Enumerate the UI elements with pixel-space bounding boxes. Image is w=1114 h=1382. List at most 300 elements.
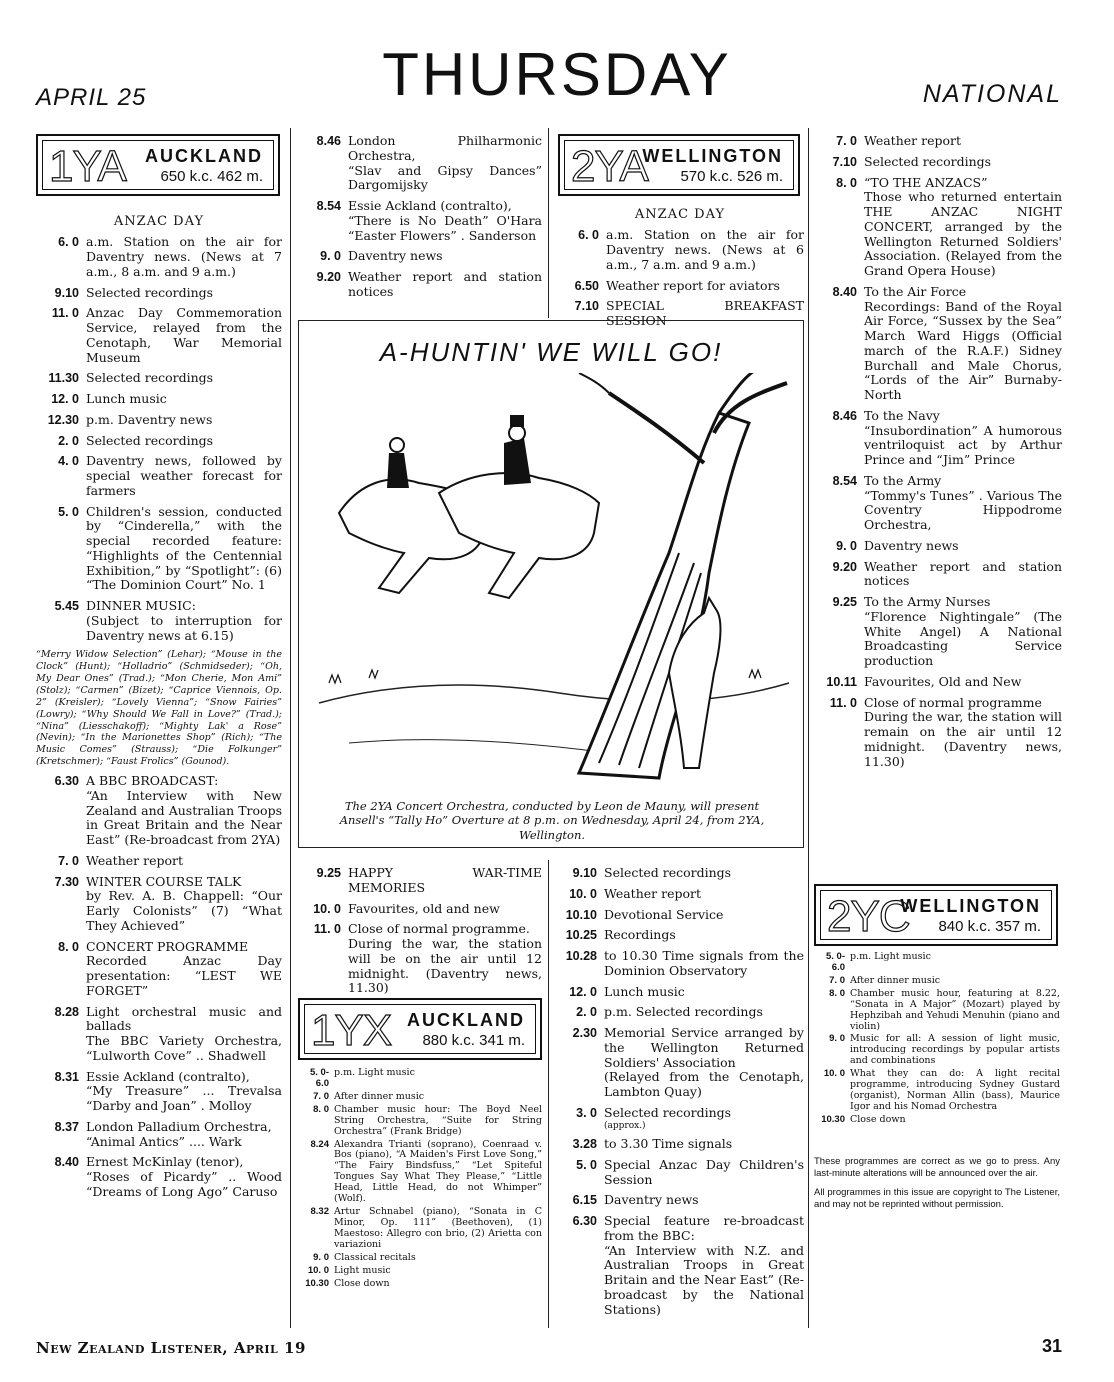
programme-title: To the Navy [864,407,940,423]
programme-entry [298,1092,542,1103]
programme-time: 7.30 [54,874,79,889]
programme-entry [36,371,282,386]
programme-time: 11. 0 [51,306,79,321]
programme-entry [814,675,1062,690]
station-frequency: 650 k.c. 462 m. [160,168,263,185]
illustration-panel [298,320,804,848]
programme-time: 5. 0-6.0 [825,951,845,973]
section-label: NATIONAL [922,80,1062,108]
programme-detail [348,270,542,300]
programme-subtitle: Recordings: Band of the Royal Air Force, “Sussex by the Sea” March Ward Higgs (Official march of the R.A.F.) Sidney Burchall and Male Chorus, “Lords of the Air” Burnaby-North [864,298,1062,402]
programme-detail [334,1105,542,1138]
station-call: 1YX [311,1006,392,1055]
programme-title: To the Army Nurses [864,594,991,609]
programme-detail [864,595,1062,669]
programme-detail [86,1120,282,1150]
column-2ya-day [554,866,804,1323]
programme-title: p.m. Light music [334,1067,415,1078]
programme-detail [86,875,282,934]
programme-title: to 10.30 Time signals from the Dominion Observatory [604,948,804,978]
programme-entry [814,285,1062,403]
programme-time: 11. 0 [829,695,857,710]
programme-title: a.m. Station on the air for Daventry news. (News at 7 a.m., 8 a.m. and 9 a.m.) [86,234,282,279]
programme-entry [554,1214,804,1317]
programme-time: 10.30 [305,1277,329,1289]
programme-list [298,1068,542,1290]
programme-entry [554,928,804,943]
programme-title: Ernest McKinlay (tenor), [86,1154,244,1170]
programme-entry [814,976,1060,987]
programme-entry [36,505,282,594]
programme-subtitle: The BBC Variety Orchestra, “Lulworth Cove” .. Shadwell [86,1033,282,1063]
programme-time: 10.30 [821,1113,845,1125]
programme-detail [864,474,1062,533]
programme-title: Essie Ackland (contralto), [348,198,512,213]
programme-entry [814,134,1062,149]
programme-entry [298,1279,542,1290]
programme-detail [864,696,1062,770]
fox-hunt-drawing [309,373,793,793]
programme-entry [36,306,282,365]
programme-title: Daventry news [864,537,959,553]
programme-title: Selected recordings [86,370,214,386]
programme-time: 9. 0 [836,538,857,553]
programme-entry [554,1106,804,1131]
programme-title: “TO THE ANZACS” [864,174,988,190]
programme-detail [86,1005,282,1064]
programme-title: Lunch music [604,983,685,999]
programme-title: Devotional Service [604,906,724,922]
programme-time: 5. 0 [58,504,79,519]
station-frequency: 880 k.c. 341 m. [422,1032,525,1049]
programme-entry [298,1266,542,1277]
programme-title: Daventry news [604,1192,699,1208]
programme-time: 9.25 [316,866,341,880]
programme-time: 8. 0 [313,1103,329,1115]
programme-time: 11. 0 [313,922,341,937]
programme-time: 10.10 [565,907,597,922]
programme-entry [298,270,542,300]
programme-title: Close of normal programme [864,694,1042,710]
programme-time: 8.24 [310,1138,329,1150]
programme-subtitle: (Relayed from the Cenotaph, Lambton Quay) [604,1069,804,1099]
programme-title: Favourites, Old and New [864,673,1022,689]
programme-entry [814,989,1060,1033]
programme-subtitle: Recorded Anzac Day presentation: “LEST WE FORGET” [86,953,282,998]
programme-title: p.m. Daventry news [86,411,213,427]
programme-title: Anzac Day Commemoration Service, relayed from the Cenotaph, War Memorial Museum [86,305,282,365]
programme-detail [86,599,282,643]
programme-detail [86,854,282,869]
programme-title: Classical recitals [334,1251,416,1263]
programme-entry [814,176,1062,279]
programme-detail [864,560,1062,590]
programme-detail [864,155,1062,170]
page-number: 31 [1041,1336,1062,1356]
programme-title: After dinner music [334,1090,425,1102]
programme-subtitle: “Slav and Gipsy Dances” Dargomijsky [348,162,542,193]
column-2ya-evening [814,134,1062,775]
programme-time: 9. 0 [313,1251,329,1263]
programme-title: Selected recordings [86,284,214,300]
programme-time: 9.25 [832,595,857,609]
station-city: AUCKLAND [407,1010,525,1030]
programme-title: Weather report [604,885,701,901]
programme-entry [36,854,282,869]
station-city: AUCKLAND [145,146,263,166]
programme-entry [36,434,282,449]
dinner-music-list: “Merry Widow Selection” (Lehar); “Mouse in the Clock” (Hunt); “Holladrio” (Schmidseder); “Oh, My Dear Ones” (Trad.); “Mon Cherie, Mon Ami” (Stolz); “Carmen” (Bizet); “Caprice Viennois, Op. 2” (Kreisler); “Lovely Vienna”; “Snow Fairies” (Lowry); “Why Should We Fall in Love?” (Trad.); “Nina” (Liesschakoff); “Mighty Lak' a Rose” (Nevin); “In the Marionettes Shop” (Rich); “The Music Comes” (Strauss); “Die Folkunger” (Kretschmer); “Faust Frolics” (Gounod). [36,649,282,768]
programme-list [556,228,804,329]
programme-time: 10. 0 [313,901,341,916]
programme-entry [36,940,282,999]
programme-title: Special feature re-broadcast from the BBC: [604,1213,804,1243]
programme-detail [86,371,282,386]
programme-entry [814,595,1062,669]
programme-list [298,134,542,300]
programme-time: 8.37 [54,1119,79,1134]
programme-time: 8.40 [832,284,857,299]
programme-time: 12. 0 [51,392,79,407]
programme-time: 3.28 [572,1137,597,1152]
programme-title: p.m. Light music [850,951,931,962]
programme-detail [604,1137,804,1152]
programme-list [554,866,804,1317]
programme-detail [604,887,804,902]
programme-subtitle: “My Treasure” ... Trevalsa “Darby and Joan” . Molloy [86,1083,282,1114]
programme-title: Weather report [86,852,183,868]
programme-time: 8.54 [832,473,857,488]
programme-detail [850,1115,1060,1126]
programme-entry [298,1068,542,1090]
programme-detail [348,249,542,264]
programme-title: Essie Ackland (contralto), [86,1068,250,1084]
programme-entry [814,1034,1060,1067]
station-call: 2YC [827,892,910,941]
programme-entry [298,249,542,264]
station-city: WELLINGTON [642,146,783,166]
programme-entry [554,1137,804,1152]
programme-time: 10. 0 [307,1264,329,1276]
programme-detail [604,1193,804,1208]
programme-detail [604,928,804,943]
column-rule [290,128,291,1328]
programme-detail [850,989,1060,1033]
station-city: WELLINGTON [900,896,1041,916]
programme-title: Weather report for aviators [606,277,780,293]
programme-time: 8. 0 [836,175,857,190]
programme-entry [814,1069,1060,1113]
station-frequency: 840 k.c. 357 m. [938,918,1041,935]
day-heading: ANZAC DAY [113,214,205,229]
programme-time: 2. 0 [58,433,79,448]
programme-entry [36,1005,282,1064]
programme-title: SPECIAL BREAKFAST SESSION [606,298,804,329]
programme-detail [86,1070,282,1114]
programme-title: WINTER COURSE TALK [86,873,242,889]
station-call: 1YA [49,142,126,191]
programme-entry [36,413,282,428]
programme-detail [606,279,804,294]
press-note: These programmes are correct as we go to press. Any last-minute alterations will be announced over the air. [814,1155,1060,1180]
programme-subtitle: “Tommy's Tunes” . Various The Coventry Hippodrome Orchestra, [864,487,1062,532]
programme-entry [556,228,804,272]
illustration-caption: The 2YA Concert Orchestra, conducted by Leon de Mauny, will present Ansell's “Tally Ho” Overture at 8 p.m. on Wednesday, April 24, from 2YA, Wellington. [339,799,765,842]
programme-title: Special Anzac Day Children's Session [604,1156,804,1187]
programme-entry [298,199,542,243]
programme-detail [86,454,282,498]
programme-time: 6.30 [572,1214,597,1229]
programme-title: CONCERT PROGRAMME [86,938,249,954]
programme-detail [864,134,1062,149]
programme-entry [298,1140,542,1206]
programme-detail [606,228,804,272]
programme-title: Chamber music hour, featuring at 8.22, “Sonata in A Major” (Mozart) played by Hephzibah and Yehudi Menuhin (piano and violin) [850,987,1060,1032]
programme-detail [864,176,1062,279]
programme-title: A BBC BROADCAST: [86,773,219,789]
programme-time: 9.10 [54,285,79,300]
programme-entry [298,1105,542,1138]
programme-subtitle: “Roses of Picardy” .. Wood “Dreams of Long Ago” Caruso [86,1169,282,1199]
programme-time: 7. 0 [829,974,845,986]
programme-title: To the Army [864,472,942,488]
programme-detail [604,1005,804,1020]
programme-entry [814,155,1062,170]
programme-title: What they can do: A light recital programme, introducing Sydney Gustard (organist), Norman Allin (bass), Maurice Igor and his Nomad Orchestra [850,1068,1060,1112]
programme-time: 6.15 [572,1193,597,1208]
programme-detail [348,134,542,193]
programme-title: HAPPY WAR-TIME MEMORIES [348,865,542,895]
programme-time: 10. 0 [823,1068,845,1080]
programme-list [36,774,282,1200]
programme-title: Weather report and station notices [348,269,542,299]
programme-subtitle: “An Interview with New Zealand and Australian Troops in Great Britain and the Near East” (Re-broadcast from 2YA) [86,787,282,848]
programme-time: 8. 0 [58,939,79,954]
programme-list [298,866,542,996]
programme-entry [554,985,804,1000]
programme-entry [36,1120,282,1150]
programme-entry [554,887,804,902]
programme-title: Recordings [604,927,676,943]
programme-title: Close down [850,1113,906,1125]
programme-title: DINNER MUSIC: [86,598,196,614]
programme-detail [86,235,282,279]
programme-title: Close down [334,1277,390,1289]
column-1ya-continued [298,134,542,306]
programme-entry [814,696,1062,770]
programme-detail [604,949,804,979]
programme-detail [348,902,542,917]
programme-entry [298,922,542,996]
programme-subtitle: “Insubordination” A humorous ventriloquist act by Arthur Prince and “Jim” Prince [864,422,1062,467]
programme-title: Selected recordings [864,153,992,169]
column-2ya [556,203,804,335]
column-1ya-late [298,866,542,1002]
programme-entry [36,392,282,407]
programme-title: Weather report [864,133,961,148]
programme-entry [298,1253,542,1264]
publication-footer: New Zealand Listener, April 19 [36,1339,306,1357]
programme-detail [86,306,282,365]
programme-time: 8.40 [54,1155,79,1170]
programme-entry [554,1158,804,1188]
programme-entry [556,279,804,294]
programme-time: 9.10 [572,866,597,880]
programme-detail [86,1155,282,1199]
programme-detail [334,1092,542,1103]
programme-entry [36,235,282,279]
programme-time: 12.30 [47,412,79,427]
column-rule [808,128,809,1328]
column-rule [548,860,549,1328]
programme-detail [864,409,1062,468]
programme-detail [86,774,282,848]
programme-entry [36,599,282,643]
programme-detail [334,1279,542,1290]
programme-detail [604,866,804,881]
programme-detail [86,505,282,594]
programme-time: 2. 0 [576,1005,597,1020]
programme-entry [814,409,1062,468]
programme-time: 8.32 [310,1206,329,1218]
programme-title: Artur Schnabel (piano), “Sonata in C Minor, Op. 111” (Beethoven), (1) Maestoso: Allegro con brio, (2) Arietta con variazioni [334,1206,542,1250]
programme-title: Memorial Service arranged by the Wellington Returned Soldiers' Association [604,1025,804,1070]
programme-detail [864,285,1062,403]
column-1ya [36,210,282,1206]
programme-title: Selected recordings [604,1104,732,1120]
station-box-1ya [36,134,280,196]
programme-title: to 3.30 Time signals [604,1136,733,1152]
programme-entry [298,134,542,193]
programme-entry [814,952,1060,974]
programme-time: 10. 0 [569,886,597,901]
programme-time: 9.20 [316,270,341,284]
programme-subtitle: “Florence Nightingale” (The White Angel) A National Broadcasting Service production [864,608,1062,668]
programme-time: 8.46 [316,134,341,148]
programme-detail [604,985,804,1000]
programme-entry [814,560,1062,590]
programme-detail [86,434,282,449]
programme-list [36,235,282,643]
programme-entry [814,1115,1060,1126]
programme-title: a.m. Station on the air for Daventry news. (News at 6 a.m., 7 a.m. and 9 a.m.) [606,227,804,272]
programme-title: Chamber music hour: The Boyd Neel String Orchestra, “Suite for String Orchestra” (Frank Bridge) [334,1103,542,1137]
programme-detail [604,1026,804,1100]
programme-time: 5. 0 [576,1157,597,1172]
programme-subtitle: (Subject to interruption for Daventry news at 6.15) [86,612,282,643]
programme-title: p.m. Selected recordings [604,1004,763,1020]
programme-detail [604,1214,804,1317]
programme-detail [334,1253,542,1264]
programme-time: 6.30 [54,774,79,789]
programme-time: 8. 0 [829,987,845,999]
programme-time: 9.20 [832,559,857,574]
programme-entry [36,454,282,498]
programme-time: 7.10 [574,299,599,314]
issue-date: APRIL 25 [36,84,147,111]
programme-time: 10.11 [826,674,857,689]
programme-detail [86,413,282,428]
programme-title: Daventry news [348,248,443,264]
programme-time: 12. 0 [569,984,597,999]
station-call: 2YA [571,142,648,191]
programme-time: 4. 0 [58,454,79,469]
programme-subtitle: During the war, the station will be on the air until 12 midnight. (Daventry news, 11.30) [348,936,542,996]
programme-entry [36,1155,282,1199]
programme-title: Weather report and station notices [864,558,1062,589]
programme-detail [850,1034,1060,1067]
programme-title: Music for all: A session of light music, introducing recordings by popular artists and combinations [850,1033,1060,1067]
programme-detail [86,286,282,301]
programme-entry [36,774,282,848]
programme-entry [36,1070,282,1114]
programme-detail [864,539,1062,554]
programme-title: Close of normal programme. [348,921,530,937]
programme-time: 7. 0 [58,853,79,868]
programme-detail [850,952,1060,974]
copyright-note: All programmes in this issue are copyright to The Listener, and may not be reprinted without permission. [814,1186,1060,1210]
programme-subtitle: “Animal Antics” .... Wark [86,1133,242,1149]
programme-detail [348,922,542,996]
programme-entry [554,866,804,881]
programme-time: 8.28 [54,1004,79,1019]
programme-detail [86,940,282,999]
programme-detail [850,976,1060,987]
programme-title: Selected recordings [604,865,732,880]
programme-time: 6. 0 [58,235,79,250]
programme-time: 5. 0-6.0 [309,1067,329,1089]
programme-detail [348,199,542,243]
programme-entry [814,474,1062,533]
programme-title: Alexandra Trianti (soprano), Coenraad v. Bos (piano), “A Maiden's First Love Song,” “The Fairy Bindsfuss,” “Let Spiteful Tongues Say What They Please,” “Little Head, Little Head, do not Whimper” (Wolf). [334,1138,542,1205]
programme-entry [554,949,804,979]
programme-detail [604,1158,804,1188]
programme-detail [334,1140,542,1206]
programme-title: Daventry news, followed by special weather forecast for farmers [86,453,282,498]
programme-time: 9. 0 [320,249,341,264]
programme-subtitle: Those who returned entertain THE ANZAC NIGHT CONCERT, arranged by the Wellington Returned Soldiers' Association. (Relayed from the Grand Opera House) [864,189,1062,278]
programme-time: 3. 0 [576,1105,597,1120]
programme-detail [864,675,1062,690]
programme-time: 8.54 [316,199,341,213]
programme-detail [334,1207,542,1251]
programme-list [814,952,1060,1126]
programme-title: After dinner music [850,974,941,986]
station-box-2ya [558,134,800,196]
programme-note: (approx.) [604,1120,646,1131]
programme-title: Selected recordings [86,432,214,448]
programme-time: 5.45 [54,599,79,614]
programme-entry [814,539,1062,554]
station-box-2yc [814,884,1058,946]
programme-detail [334,1266,542,1277]
programme-subtitle: “There is No Death” O'Hara “Easter Flowers” . Sanderson [348,212,542,243]
programme-entry [554,1005,804,1020]
programme-time: 7. 0 [313,1090,329,1102]
programme-title: Lunch music [86,391,167,407]
column-rule [548,128,549,318]
programme-title: Light orchestral music and ballads [86,1003,282,1034]
illustration-title: A-HUNTIN' WE WILL GO! [379,337,723,367]
programme-entry [298,866,542,896]
programme-list [814,134,1062,769]
programme-time: 7. 0 [836,134,857,148]
programme-title: Light music [334,1264,391,1276]
programme-entry [298,1207,542,1251]
programme-entry [36,286,282,301]
day-heading: ANZAC DAY [634,207,726,222]
page-title: THURSDAY [382,41,732,108]
